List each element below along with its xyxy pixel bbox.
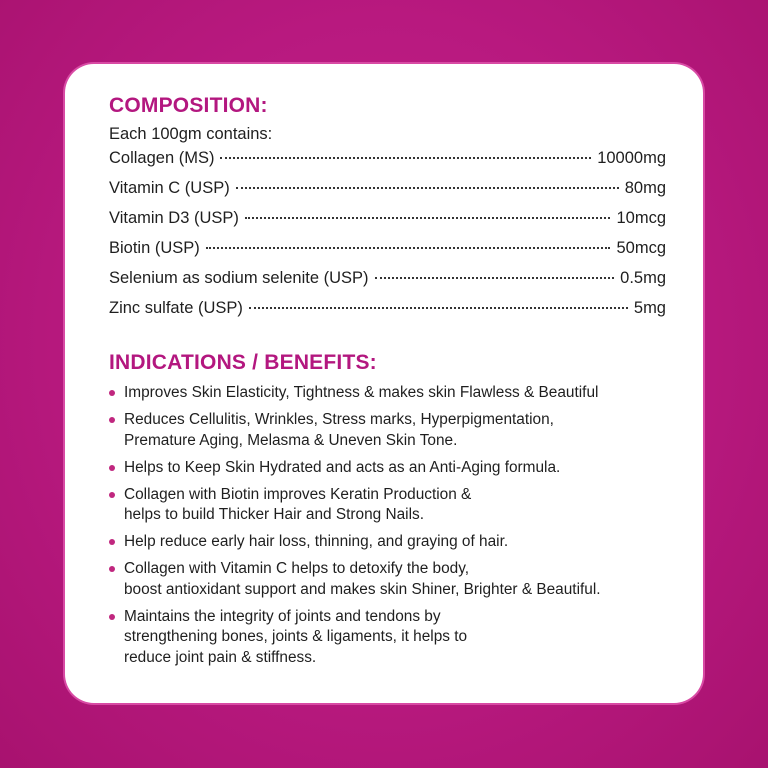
composition-row: [109, 177, 666, 207]
leader-dots: [249, 307, 628, 309]
benefit-item: [109, 458, 666, 479]
composition-row: [109, 267, 666, 297]
benefit-item: [109, 559, 666, 600]
benefits-heading: INDICATIONS / BENEFITS:: [109, 351, 377, 374]
leader-dots: [245, 217, 611, 219]
benefit-line: reduce joint pain & stiffness.: [124, 648, 317, 666]
ingredient-name: Collagen (MS): [109, 149, 215, 167]
ingredient-amount: 80mg: [624, 179, 666, 197]
leader-dots: [236, 187, 619, 189]
composition-row: [109, 207, 666, 237]
benefit-line: Reduces Cellulitis, Wrinkles, Stress marks, Hyperpigmentation,: [124, 411, 554, 428]
leader-dots: [375, 277, 615, 279]
benefit-item: [109, 383, 666, 404]
ingredient-amount: 50mcg: [616, 239, 666, 257]
benefit-line: Help reduce early hair loss, thinning, and graying of hair.: [124, 533, 509, 550]
bullet-dot-icon: [109, 417, 115, 423]
benefit-line: Collagen with Biotin improves Keratin Production &: [124, 485, 472, 503]
ingredient-name: Zinc sulfate (USP): [109, 299, 243, 317]
benefit-line: Improves Skin Elasticity, Tightness & makes skin Flawless & Beautiful: [124, 384, 599, 401]
ingredient-name: Selenium as sodium selenite (USP): [109, 269, 369, 287]
composition-heading: COMPOSITION:: [109, 94, 268, 117]
bullet-dot-icon: [109, 390, 115, 396]
ingredient-name: Biotin (USP): [109, 239, 200, 257]
ingredient-amount: 5mg: [633, 299, 666, 317]
ingredient-name: Vitamin D3 (USP): [109, 209, 239, 227]
bullet-dot-icon: [109, 566, 115, 572]
benefit-line: Collagen with Vitamin C helps to detoxify the body,: [124, 560, 470, 577]
ingredient-amount: 10mcg: [616, 209, 666, 227]
benefit-line: boost antioxidant support and makes skin Shiner, Brighter & Beautiful.: [124, 580, 601, 598]
leader-dots: [220, 157, 591, 159]
info-card: [68, 67, 700, 700]
composition-row: [109, 237, 666, 267]
benefit-line: Premature Aging, Melasma & Uneven Skin Tone.: [124, 431, 458, 449]
benefit-item: [109, 532, 666, 553]
composition-subtitle: Each 100gm contains:: [109, 125, 273, 143]
benefit-item: [109, 485, 666, 526]
leader-dots: [206, 247, 611, 249]
benefit-item: [109, 410, 666, 451]
benefit-item: [109, 607, 666, 669]
ingredient-name: Vitamin C (USP): [109, 179, 230, 197]
benefits-list: [109, 383, 666, 668]
bullet-dot-icon: [109, 614, 115, 620]
composition-list: [109, 147, 666, 327]
composition-row: [109, 147, 666, 177]
ingredient-amount: 0.5mg: [620, 269, 666, 287]
benefit-line: strengthening bones, joints & ligaments, it helps to: [124, 628, 468, 645]
bullet-dot-icon: [109, 539, 115, 545]
card-content: [109, 94, 666, 675]
benefit-line: helps to build Thicker Hair and Strong Nails.: [124, 506, 424, 523]
bullet-dot-icon: [109, 465, 115, 471]
composition-row: [109, 297, 666, 327]
ingredient-amount: 10000mg: [597, 149, 666, 167]
benefit-line: Maintains the integrity of joints and tendons by: [124, 607, 441, 625]
bullet-dot-icon: [109, 492, 115, 498]
benefit-line: Helps to Keep Skin Hydrated and acts as an Anti-Aging formula.: [124, 458, 561, 476]
